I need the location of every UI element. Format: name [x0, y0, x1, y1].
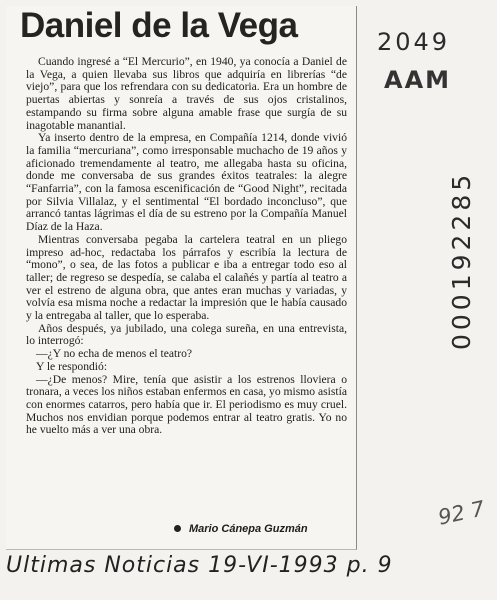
- paragraph-2: Ya inserto dentro de la empresa, en Compañía 1214, donde vivió la familia “mercuriana”, como irresponsable muchacho de 19 años y aficionado tremendamente al teatro, me allegaba hasta su oficina, donde me conversaba de sus grandes éxitos teatrales: la alegre “Fanfarria”, con la famosa escenificación de “Good Night”, recitada por Silvia Villalaz, y el sentimental “El bordado inconcluso”, que arrancó tantas lágrimas el día de su estreno por la Compañía Manuel Díaz de la Haza.: [26, 131, 347, 234]
- paragraph-3: Mientras conversaba pegaba la cartelera teatral en un pliego impreso ad-hoc, redactaba los párrafos y escribía la lectura de “mono”, o sea, de las fotos a publicar e iba a entregar todo eso al taller; de regreso se despedía, se calaba el calañés y partía al teatro a ver el estreno de alguna obra, que antes eran muchas y variadas, y volvía esa misma noche a redactar la impresión que le había causado y la entregaba al taller, que lo esperaba.: [26, 232, 347, 323]
- handwritten-initials: AAM: [384, 66, 452, 94]
- handwritten-vertical-number: 000192285: [447, 170, 476, 350]
- dialog-answer: —¿De menos? Mire, tenía que asistir a los estrenos lloviera o tronara, a veces los niños estaban enfermos en casa, yo mismo asistía con enormes catarros, pero había que ir. El periodismo es muy cruel. Muchos nos envidian porque podemos entrar al teatro gratis. Yo no he vuelto más a ver una obra.: [26, 372, 347, 437]
- author-byline: [174, 523, 308, 535]
- dialog-question: —¿Y no echa de menos el teatro?: [36, 347, 193, 361]
- handwritten-corner-mark: 92 7: [436, 496, 487, 530]
- author-name: Mario Cánepa Guzmán: [189, 523, 308, 535]
- paragraph-1: Cuando ingresé a “El Mercurio”, en 1940, ya conocía a Daniel de la Vega, a quien llevaba sus libros que adquiría en librerías “de viejo”, para que los refrendara con su dedicatoria. Era un hombre de puertas abiertas y sonreía a través de sus ojos cristalinos, estampando su firma sobre alguna amable frase que surgía de su inagotable manantial.: [26, 55, 347, 132]
- bullet-icon: [174, 525, 181, 532]
- handwritten-code: 2049: [377, 28, 451, 56]
- handwritten-source-note: Ultimas Noticias 19-VI-1993 p. 9: [6, 553, 393, 578]
- article-body: [26, 56, 347, 437]
- dialog-intro: Y le respondió:: [36, 359, 108, 373]
- article-title: Daniel de la Vega: [20, 6, 298, 45]
- paragraph-4: Años después, ya jubilado, una colega sureña, en una entrevista, lo interrogó:: [26, 321, 347, 348]
